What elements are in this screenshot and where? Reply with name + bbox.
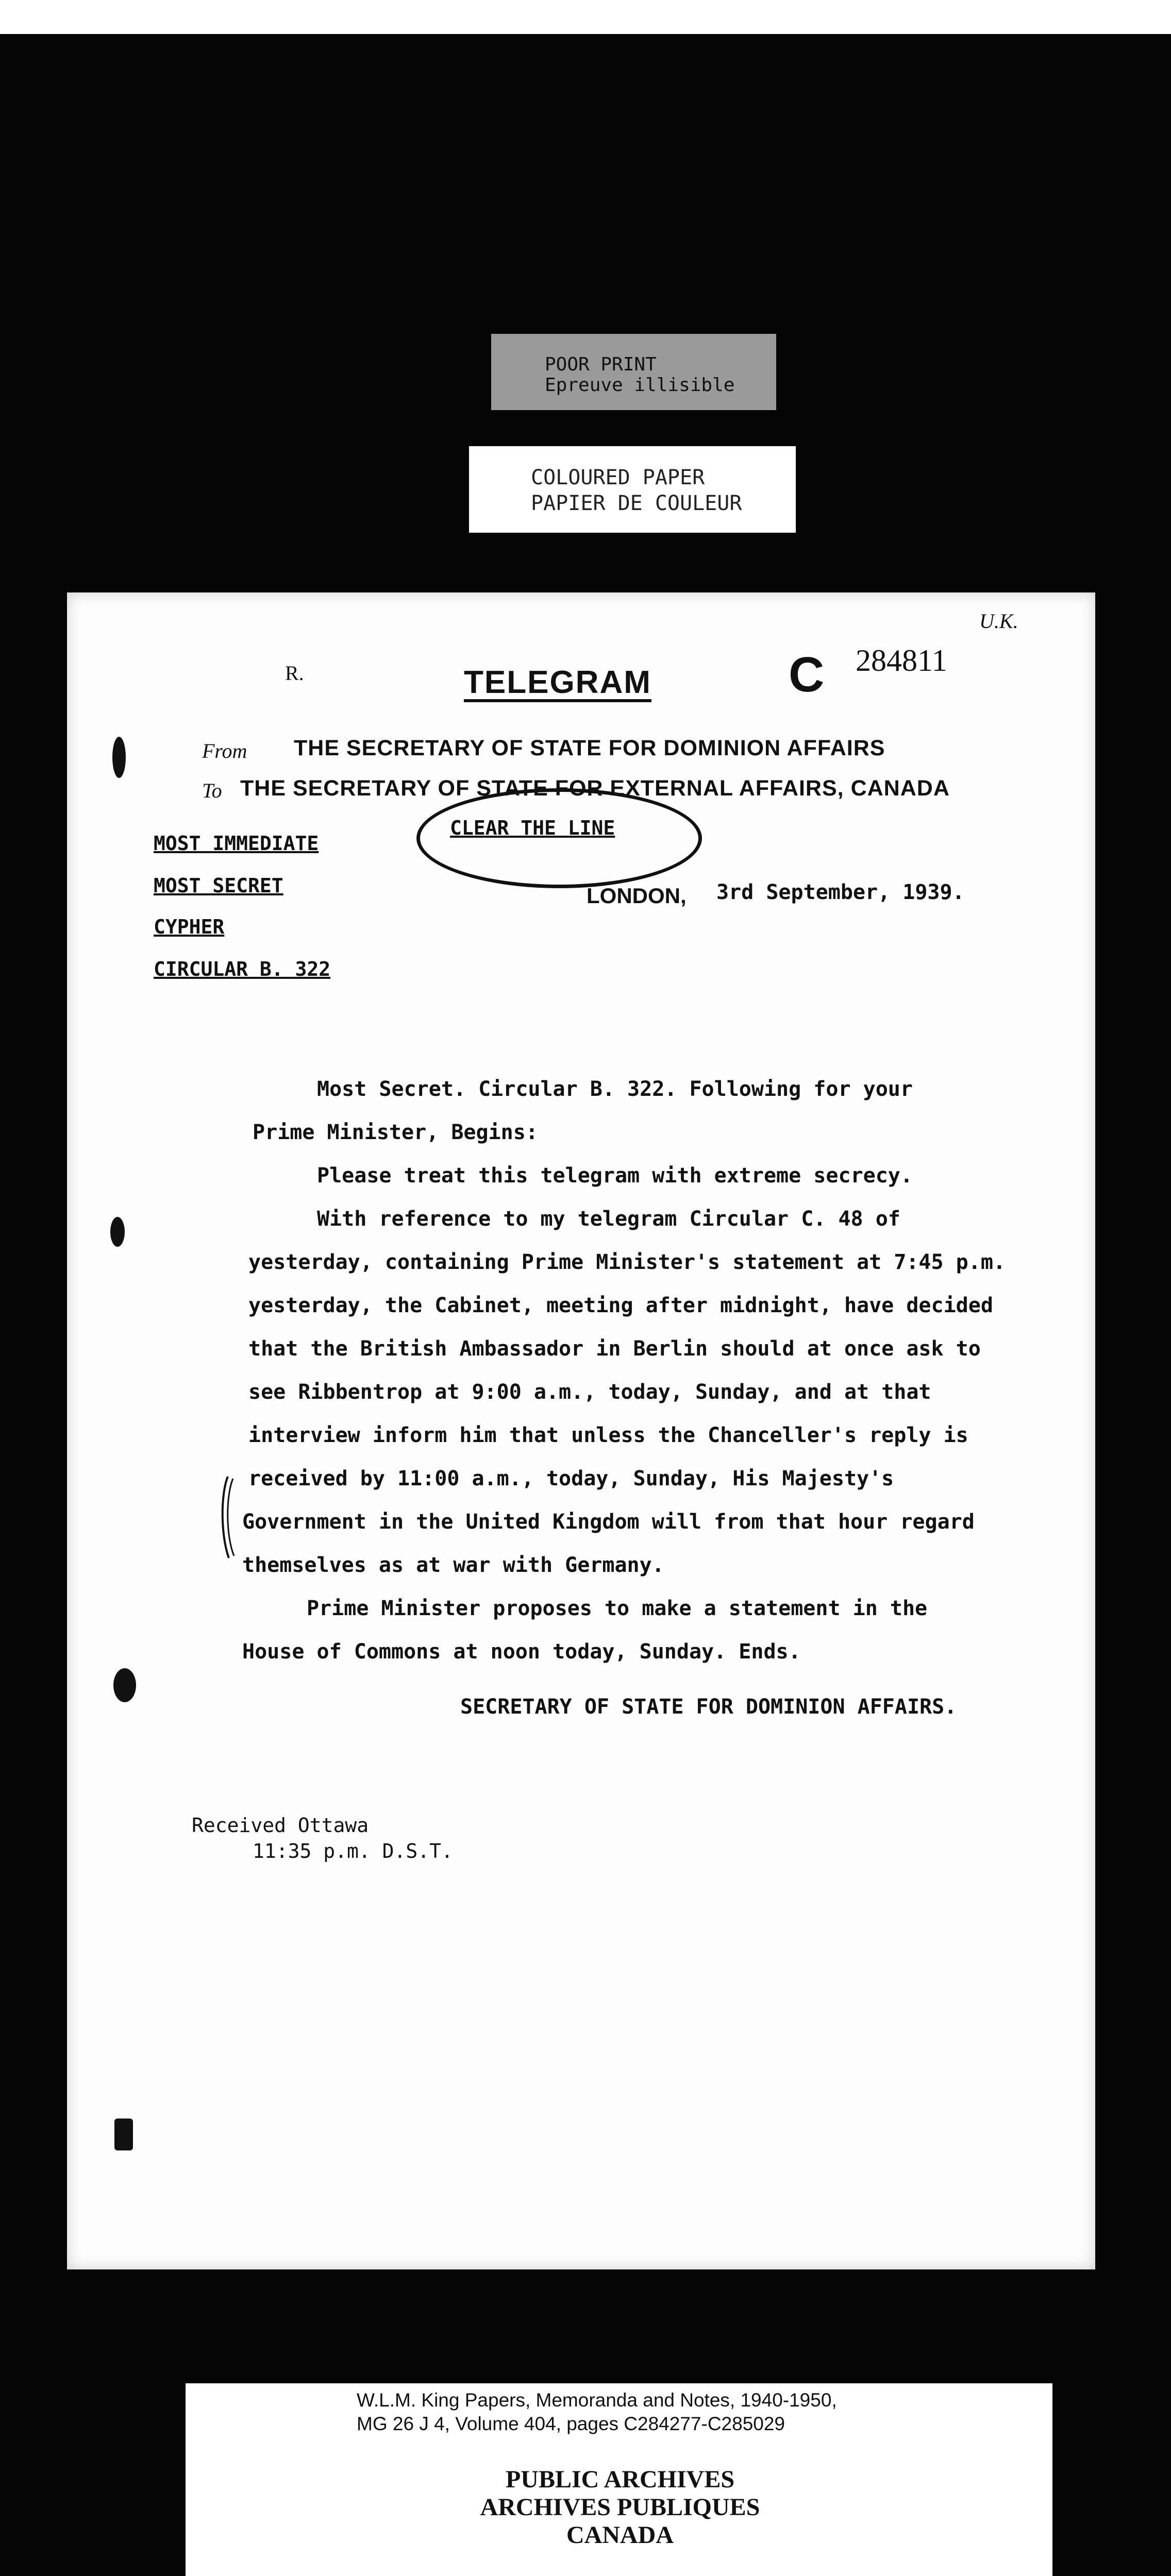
routing-most-secret: MOST SECRET	[154, 874, 283, 897]
routing-most-immediate: MOST IMMEDIATE	[154, 832, 319, 855]
to-label: To	[202, 779, 222, 802]
poor-print-text-fr: Epreuve illisible	[545, 375, 735, 396]
body-line: Most Secret. Circular B. 322. Following for your	[317, 1077, 913, 1101]
punch-hole-mark	[110, 1217, 125, 1247]
telegram-title: TELEGRAM	[464, 666, 651, 702]
coloured-paper-text-fr: PAPIER DE COULEUR	[531, 492, 742, 515]
body-line: Government in the United Kingdom will from that hour regard	[242, 1510, 975, 1534]
to-value: THE SECRETARY OF STATE FOR EXTERNAL AFFAIRS, CANADA	[240, 776, 950, 801]
archive-name-en: PUBLIC ARCHIVES	[505, 2466, 735, 2493]
date: 3rd September, 1939.	[716, 880, 965, 904]
coloured-paper-label	[469, 446, 796, 533]
archive-reference	[305, 2388, 935, 2436]
message-body	[242, 1067, 1077, 1673]
clear-the-line: CLEAR THE LINE	[450, 817, 615, 839]
body-line: Prime Minister proposes to make a statement in the	[307, 1597, 928, 1620]
margin-bracket-mark	[216, 1473, 237, 1561]
body-line: themselves as at war with Germany.	[242, 1553, 664, 1577]
body-line: Please treat this telegram with extreme secrecy.	[317, 1164, 913, 1188]
archive-name	[305, 2466, 935, 2549]
body-line: Prime Minister, Begins:	[253, 1121, 538, 1144]
body-line: yesterday, containing Prime Minister's statement at 7:45 p.m.	[248, 1250, 1006, 1274]
c-mark: C	[789, 647, 825, 702]
body-line: yesterday, the Cabinet, meeting after midnight, have decided	[248, 1294, 993, 1317]
archive-name-fr: ARCHIVES PUBLIQUES	[480, 2494, 760, 2521]
punch-hole-mark	[114, 2119, 133, 2150]
from-value: THE SECRETARY OF STATE FOR DOMINION AFFAIRS	[294, 736, 885, 760]
body-line: received by 11:00 a.m., today, Sunday, His Majesty's	[248, 1467, 894, 1490]
from-label: From	[202, 739, 247, 762]
body-line: House of Commons at noon today, Sunday. Ends.	[242, 1640, 801, 1664]
body-line: interview inform him that unless the Chanceller's reply is	[248, 1423, 968, 1447]
r-mark: R.	[285, 662, 304, 685]
archive-ref-line: MG 26 J 4, Volume 404, pages C284277-C285029	[357, 2413, 785, 2434]
received-place: Received Ottawa	[192, 1814, 369, 1837]
body-line: With reference to my telegram Circular C. 48 of	[317, 1207, 900, 1231]
coloured-paper-text: COLOURED PAPER	[531, 466, 705, 489]
poor-print-label	[491, 334, 776, 410]
punch-hole-mark	[113, 1668, 136, 1702]
archive-country: CANADA	[566, 2521, 674, 2549]
routing-cypher: CYPHER	[154, 916, 225, 938]
received-time: 11:35 p.m. D.S.T.	[253, 1840, 453, 1862]
body-line: see Ribbentrop at 9:00 a.m., today, Sunday, and at that	[248, 1380, 931, 1404]
handwritten-uk-note: U.K.	[979, 609, 1018, 633]
document-number: 284811	[856, 643, 947, 677]
routing-circular: CIRCULAR B. 322	[154, 958, 331, 980]
place: LONDON,	[587, 884, 687, 908]
signature-line: SECRETARY OF STATE FOR DOMINION AFFAIRS.	[460, 1695, 957, 1719]
body-line: that the British Ambassador in Berlin should at once ask to	[248, 1337, 981, 1361]
poor-print-text: POOR PRINT	[545, 354, 657, 375]
punch-hole-mark	[112, 737, 126, 778]
archive-ref-line: W.L.M. King Papers, Memoranda and Notes, 1940-1950,	[357, 2389, 837, 2411]
